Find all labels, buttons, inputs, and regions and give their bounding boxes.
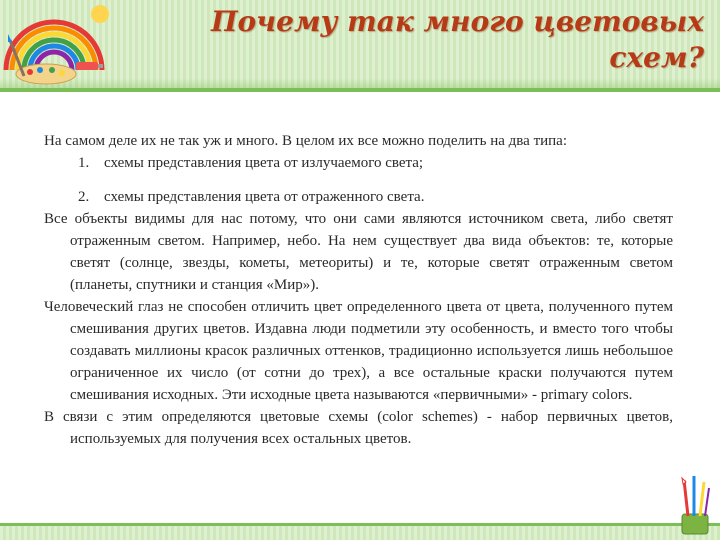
header-band	[0, 0, 720, 92]
slide-body	[44, 130, 673, 450]
list-item-text: схемы представления цвета от излучаемого света;	[104, 155, 424, 171]
human-eye-paragraph: Человеческий глаз не способен отличить цвет определенного цвета от цвета, полученного путем смешивания других цветов. Издавна люди подметили эту особенность, и вместо того чтобы создавать миллионы красок различных оттенков, традиционно используется лишь небольшое ограниченное их число (от сотни до трех), а все остальные краски получаются путем смешивания исходных. Эти исходные цвета называются «первичными» - primary colors.	[44, 299, 673, 403]
list-item	[44, 186, 673, 208]
paint-brushes-icon	[678, 474, 712, 536]
page-title: Почему так много цветовых схем?	[211, 5, 704, 74]
intro-paragraph: На самом деле их не так уж и много. В целом их все можно поделить на два типа:	[44, 133, 568, 149]
color-scheme-types-list	[44, 152, 673, 208]
list-item-text: схемы представления цвета от отраженного света.	[104, 189, 425, 205]
list-item-number: 1.	[78, 155, 90, 171]
list-item-number: 2.	[78, 189, 90, 205]
footer-band	[0, 523, 720, 540]
list-item	[44, 152, 673, 174]
light-sources-paragraph: Все объекты видимы для нас потому, что они сами являются источником света, либо светят отраженным светом. Например, небо. На нем существует два вида объектов: те, которые светят (солнце, звезды, кометы, метеориты) и те, которые светят отраженным светом (планеты, спутники и станция «Мир»).	[44, 211, 673, 293]
rainbow-paint-palette-icon	[0, 0, 120, 88]
color-schemes-paragraph: В связи с этим определяются цветовые схемы (color schemes) - набор первичных цветов, используемых для получения всех остальных цветов.	[44, 409, 673, 447]
